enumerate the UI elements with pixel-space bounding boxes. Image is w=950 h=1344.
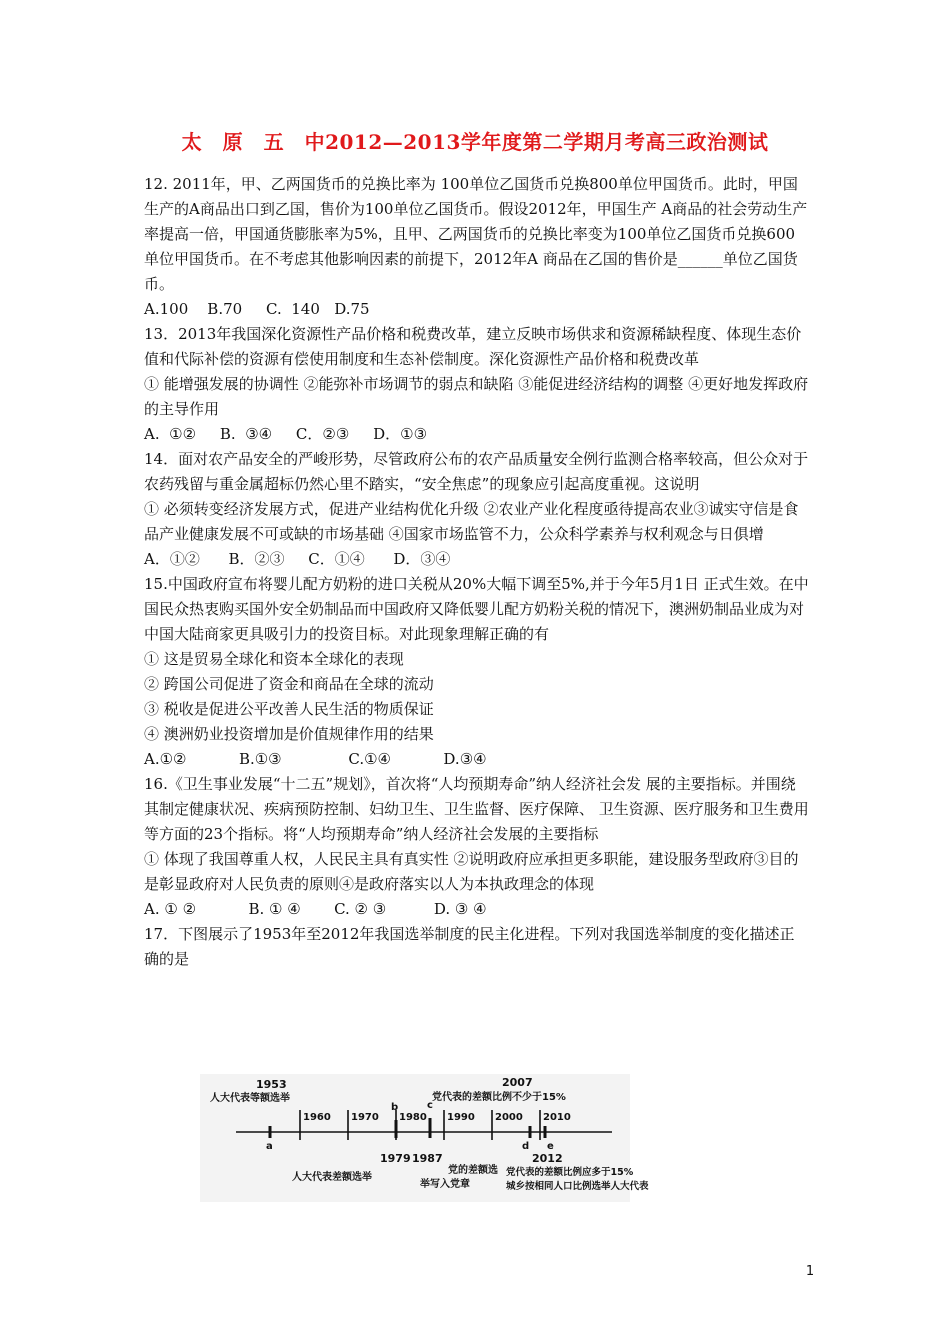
q12-stem: 12. 2011年，甲、乙两国货币的兑换比率为 100单位乙国货币兑换800单位甲国货币。此时，甲国生产的A商品出口到乙国，售价为100单位乙国货币。假设2012年，甲国生产 A商品的社会劳动生产率提高一倍，甲国通货膨胀率为5%，且甲、乙两国货币的兑换比率变为100单位乙国货币兑换600单位甲国货币。在不考虑其他影响因素的前提下，2012年A 商品在乙国的售价是______单位乙国货币。 <box>144 175 808 293</box>
q15-item: ① 这是贸易全球化和资本全球化的表现 <box>144 650 404 668</box>
letter-d: d <box>522 1141 530 1152</box>
q16-items: ① 体现了我国尊重人权，人民民主具有真实性 ②说明政府应承担更多职能，建设服务型政府③目的是彰显政府对人民负责的原则④是政府落实以人为本执政理念的体现 <box>144 850 799 893</box>
q15-item: ③ 税收是促进公平改善人民生活的物质保证 <box>144 700 434 718</box>
q15-item: ④ 澳洲奶业投资增加是价值规律作用的结果 <box>144 725 434 743</box>
year-1979: 1979 <box>380 1152 411 1165</box>
letter-b: b <box>391 1102 399 1113</box>
label-2012-line1: 党代表的差额比例应多于15% <box>506 1167 634 1178</box>
label-1979: 人大代表差额选举 <box>292 1172 372 1183</box>
page-title: 太 原 五 中2012—2013学年度第二学期月考高三政治测试 <box>181 130 769 154</box>
decade-label: 1960 <box>303 1112 331 1123</box>
q14-items: ① 必须转变经济发展方式，促进产业结构优化升级 ②农业产业化程度亟待提高农业③诚实守信是食品产业健康发展不可或缺的市场基础 ④国家市场监管不力，公众科学素养与权利观念与日俱增 <box>144 500 799 543</box>
year-1953: 1953 <box>256 1078 287 1091</box>
q13-items: ① 能增强发展的协调性 ②能弥补市场调节的弱点和缺陷 ③能促进经济结构的调整 ④更好地发挥政府的主导作用 <box>144 375 809 418</box>
q14-options: A．①② B．②③ C．①④ D．③④ <box>144 550 451 568</box>
decade-label: 2000 <box>495 1112 523 1123</box>
year-2007: 2007 <box>502 1076 533 1089</box>
year-2012: 2012 <box>532 1152 563 1165</box>
q17-stem: 17．下图展示了1953年至2012年我国选举制度的民主化进程。下列对我国选举制度的变化描述正确的是 <box>144 925 795 968</box>
election-timeline-figure <box>200 1074 649 1202</box>
decade-label: 1970 <box>351 1112 379 1123</box>
label-1953: 人大代表等额选举 <box>210 1093 290 1104</box>
label-2012-line2: 城乡按相同人口比例选举人大代表 <box>506 1181 649 1192</box>
label-2007: 党代表的差额比例不少于15% <box>432 1092 566 1103</box>
q16-stem: 16.《卫生事业发展“十二五”规划》，首次将“人均预期寿命”纳人经济社会发 展的主要指标。并围绕其制定健康状况、疾病预防控制、妇幼卫生、卫生监督、医疗保障、 卫生资源、医疗服务和卫生费用等方面的23个指标。将“人均预期寿命”纳人经济社会发展的主要指标 <box>144 775 809 843</box>
letter-a: a <box>266 1141 273 1152</box>
q13-stem: 13．2013年我国深化资源性产品价格和税费改革，建立反映市场供求和资源稀缺程度、体现生态价值和代际补偿的资源有偿使用制度和生态补偿制度。深化资源性产品价格和税费改革 <box>144 325 802 368</box>
question-content <box>144 172 809 972</box>
q15-item: ② 跨国公司促进了资金和商品在全球的流动 <box>144 675 434 693</box>
q15-stem: 15.中国政府宣布将婴儿配方奶粉的进口关税从20%大幅下调至5%,并于今年5月1日 正式生效。在中国民众热衷购买国外安全奶制品而中国政府又降低婴儿配方奶粉关税的情况下，澳洲奶制品业成为对中国大陆商家更具吸引力的投资目标。对此现象理解正确的有 <box>144 575 809 643</box>
label-1987-line1: 党的差额选 <box>448 1165 498 1176</box>
q16-options: A. ① ② B. ① ④ C. ② ③ D. ③ ④ <box>144 900 487 918</box>
q13-options: A. ①② B. ③④ C．②③ D．①③ <box>144 425 428 443</box>
decade-label: 2010 <box>543 1112 571 1123</box>
q15-options: A.①② B.①③ C.①④ D.③④ <box>144 750 487 768</box>
q12-options: A.100 B.70 C. 140 D.75 <box>144 300 370 318</box>
letter-c: c <box>427 1100 433 1111</box>
page-number: 1 <box>805 1264 815 1279</box>
letter-e: e <box>547 1141 554 1152</box>
q14-stem: 14．面对农产品安全的严峻形势，尽管政府公布的农产品质量安全例行监测合格率较高，但公众对于农药残留与重金属超标仍然心里不踏实，“安全焦虑”的现象应引起高度重视。这说明 <box>144 450 809 493</box>
decade-label: 1980 <box>399 1112 427 1123</box>
label-1987-line2: 举写入党章 <box>420 1179 470 1190</box>
decade-label: 1990 <box>447 1112 475 1123</box>
year-1987: 1987 <box>412 1152 443 1165</box>
